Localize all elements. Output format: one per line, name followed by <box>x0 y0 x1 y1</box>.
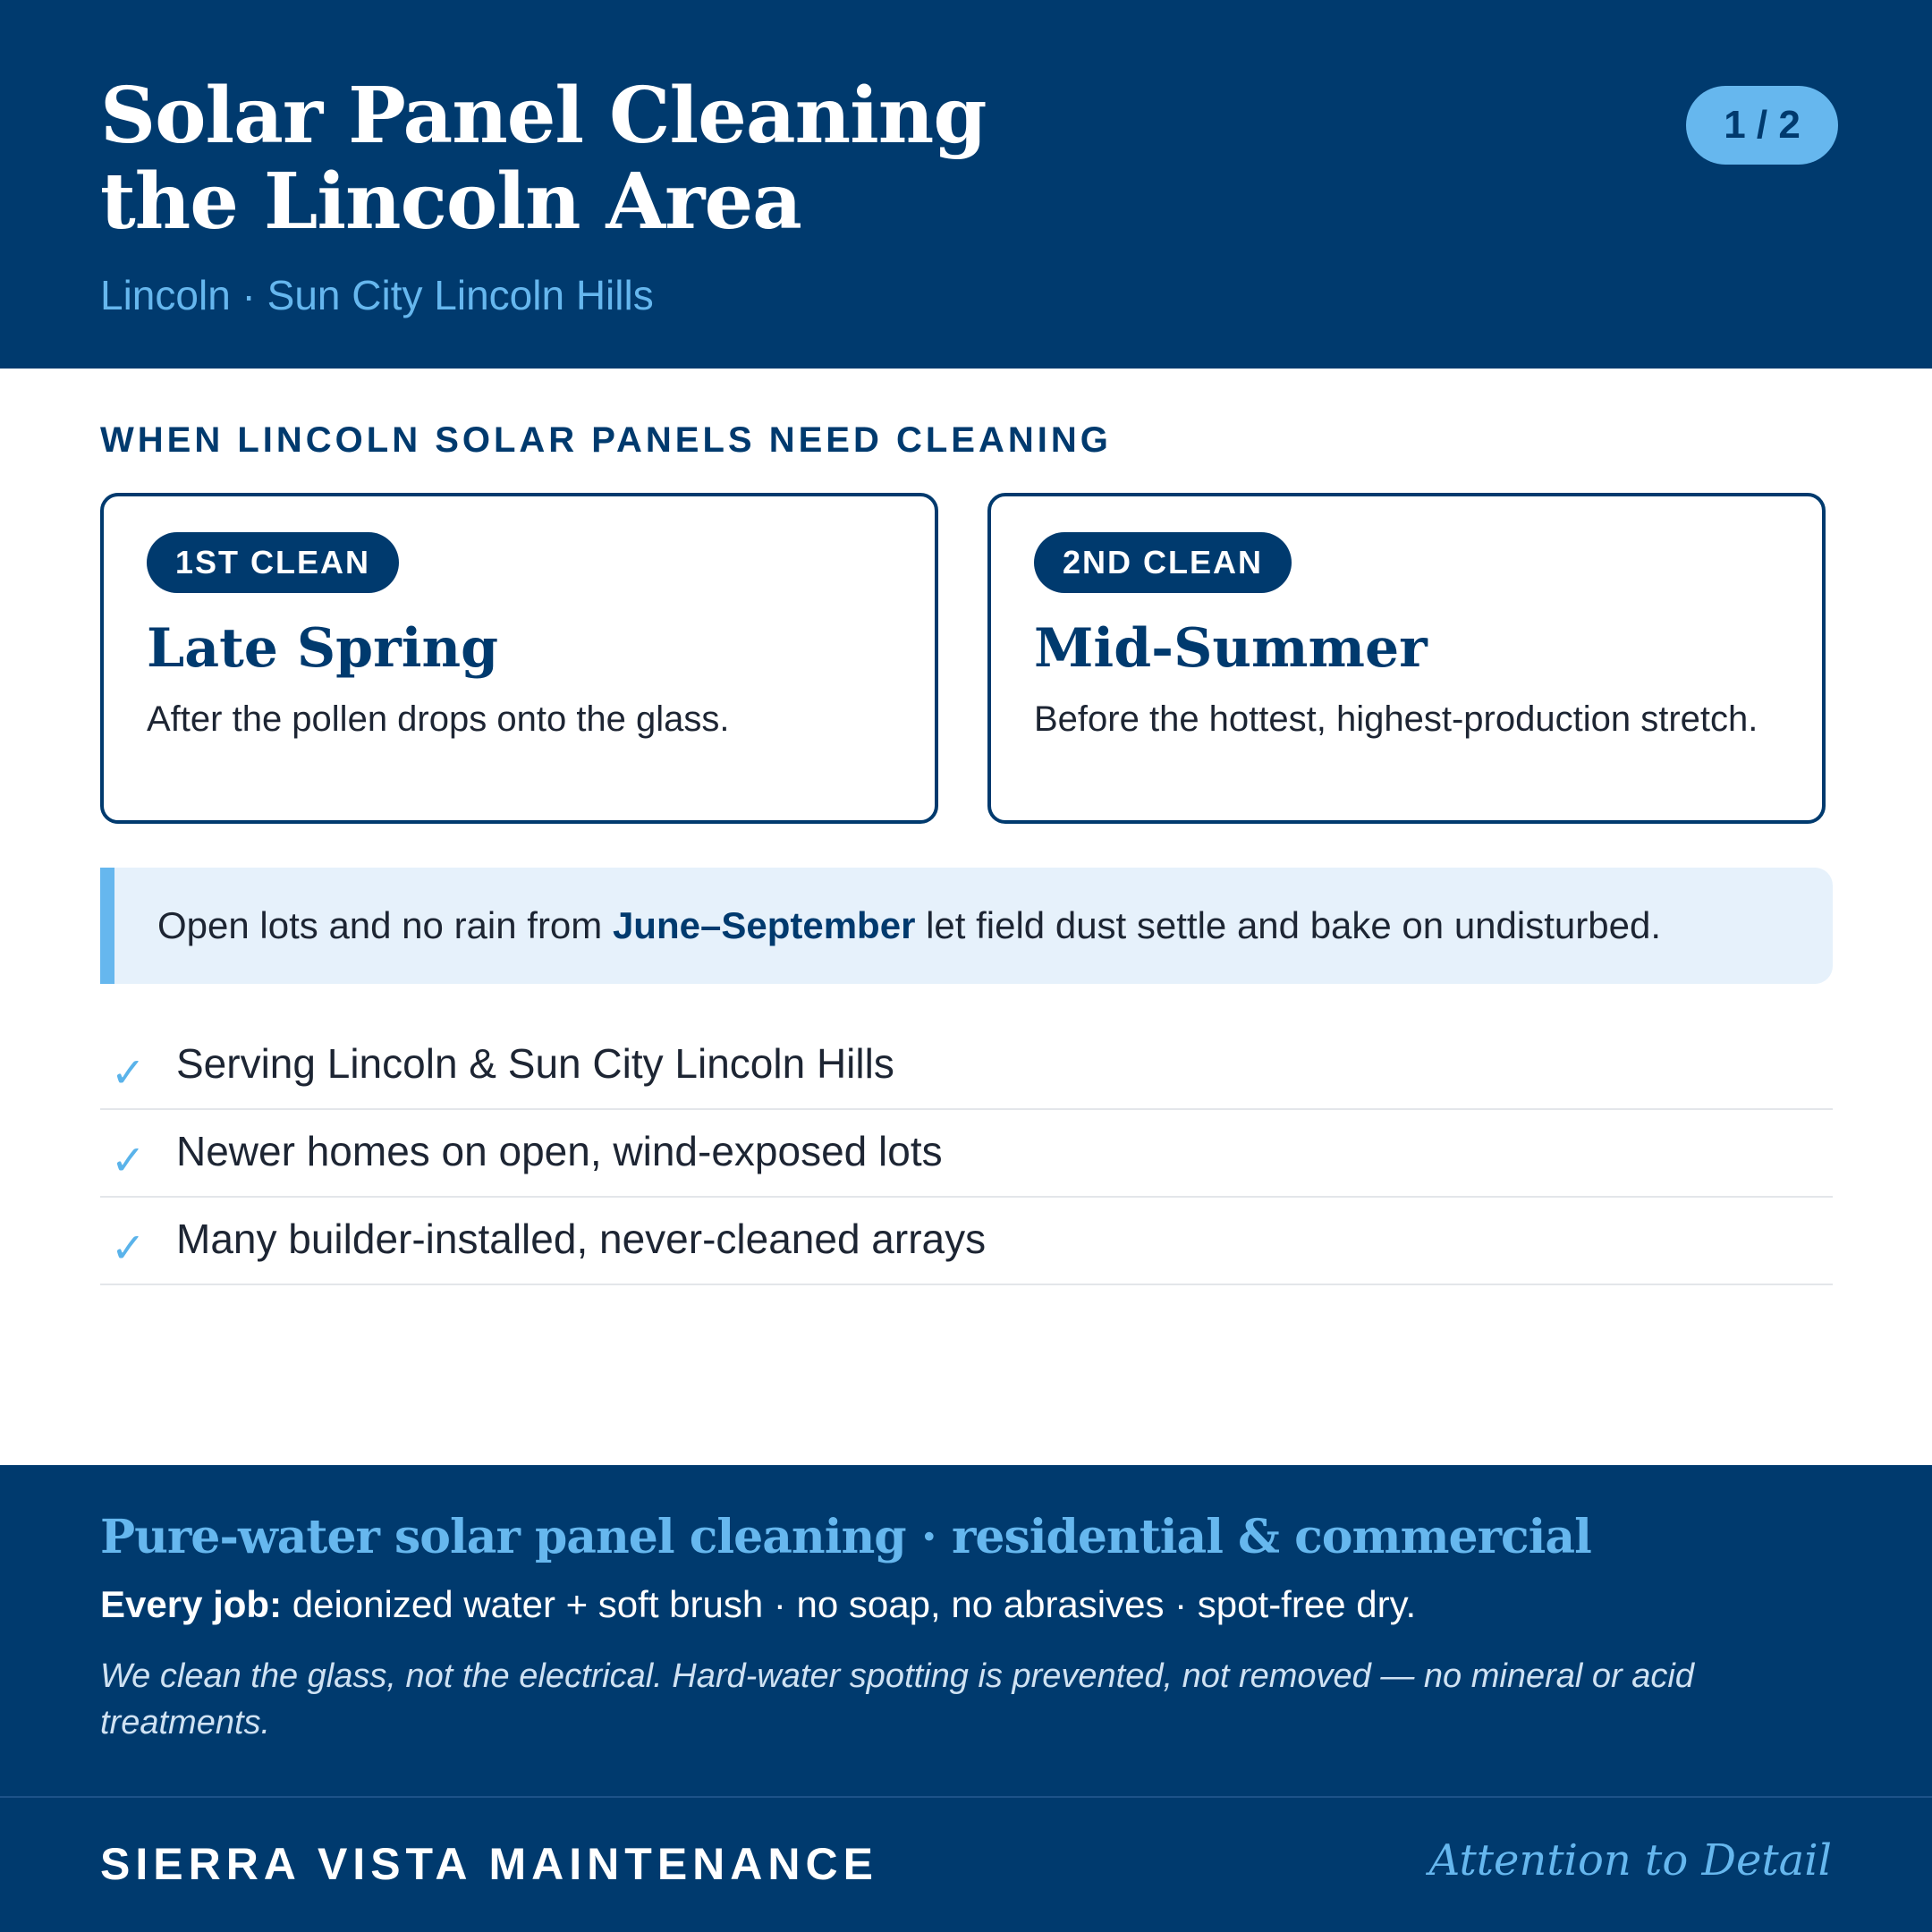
card-title: Late Spring <box>147 617 499 680</box>
title-line-1: Solar Panel Cleaning <box>100 71 987 161</box>
checkmark-icon: ✓ <box>111 1049 146 1096</box>
callout-highlight: June–September <box>612 904 916 946</box>
list-item <box>100 1022 1833 1110</box>
page-title <box>100 73 1442 245</box>
dust-callout <box>100 868 1833 984</box>
section-heading: WHEN LINCOLN SOLAR PANELS NEED CLEANING <box>100 420 1112 460</box>
footer-divider <box>0 1796 1932 1798</box>
list-item-text: Serving Lincoln & Sun City Lincoln Hills <box>176 1040 894 1087</box>
company-name: SIERRA VISTA MAINTENANCE <box>100 1839 878 1889</box>
card-description: After the pollen drops onto the glass. <box>147 699 730 739</box>
page-indicator-badge: 1 / 2 <box>1686 86 1838 165</box>
list-item <box>100 1198 1833 1285</box>
card-title: Mid-Summer <box>1034 617 1428 680</box>
card-description: Before the hottest, highest-production stretch. <box>1034 699 1758 739</box>
clean-card-first <box>100 493 938 824</box>
list-item <box>100 1110 1833 1198</box>
card-badge: 2ND CLEAN <box>1034 532 1292 593</box>
title-line-2: the Lincoln Area <box>100 157 801 247</box>
checkmark-icon: ✓ <box>111 1224 146 1271</box>
header-banner <box>0 0 1932 369</box>
service-tagline: Pure-water solar panel cleaning · residential & commercial <box>100 1510 1591 1564</box>
card-badge: 1ST CLEAN <box>147 532 399 593</box>
callout-text-after: let field dust settle and bake on undisturbed. <box>915 904 1661 946</box>
list-item-text: Newer homes on open, wind-exposed lots <box>176 1128 943 1174</box>
callout-text-before: Open lots and no rain from <box>157 904 613 946</box>
process-description <box>100 1578 1416 1631</box>
checkmark-icon: ✓ <box>111 1137 146 1183</box>
disclaimer-note: We clean the glass, not the electrical. Hard-water spotting is prevented, not removed — no mineral or acid treatments. <box>100 1657 1694 1741</box>
feature-checklist <box>100 1022 1833 1285</box>
process-label: Every job: <box>100 1583 283 1625</box>
service-area-subtitle: Lincoln · Sun City Lincoln Hills <box>100 272 654 318</box>
process-text: deionized water + soft brush · no soap, no abrasives · spot-free dry. <box>282 1583 1417 1625</box>
list-item-text: Many builder-installed, never-cleaned arrays <box>176 1216 987 1262</box>
footer-banner <box>0 1465 1932 1932</box>
company-slogan: Attention to Detail <box>1428 1835 1832 1885</box>
clean-card-second <box>987 493 1826 824</box>
